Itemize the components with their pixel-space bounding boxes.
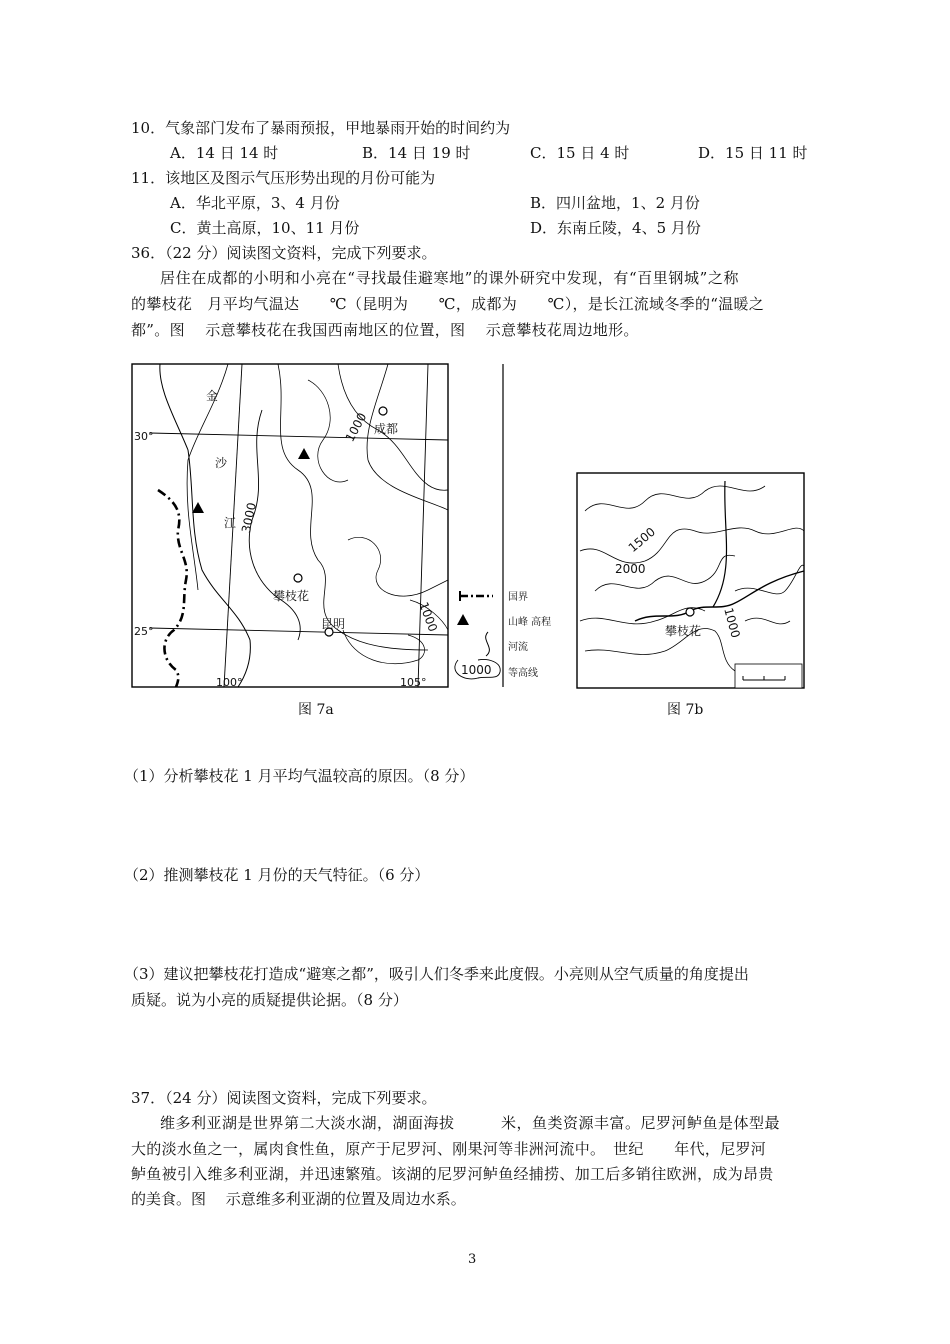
q37-stem: 37．（24 分）阅读图文资料，完成下列要求。: [131, 1089, 437, 1107]
legend-contour-value: 1000: [461, 663, 492, 677]
q36-para-line: 的攀枝花 月平均气温达 ℃（昆明为 ℃，成都为 ℃），是长江流域冬季的“温暖之: [131, 295, 765, 313]
q37-para-line: 的美食。图 示意维多利亚湖的位置及周边水系。: [131, 1190, 466, 1208]
latitude-label: 25°: [134, 625, 154, 638]
q37-para-line: 鲈鱼被引入维多利亚湖，并迅速繁殖。该湖的尼罗河鲈鱼经捕捞、加工后多销往欧洲，成为昂贵: [131, 1165, 774, 1183]
contour-label: 2000: [615, 562, 646, 576]
label-jiang: 江: [224, 516, 237, 530]
longitude-label: 105°: [400, 676, 427, 689]
q11-option-c: C．黄土高原，10、11 月份: [170, 219, 360, 237]
q11-option-a: A．华北平原，3、4 月份: [170, 194, 340, 212]
q10-option-b: B．14 日 19 时: [362, 144, 471, 162]
q37-para-line: 大的淡水鱼之一，属肉食性鱼，原产于尼罗河、刚果河等非洲河流中。 世纪 年代，尼罗河: [131, 1140, 767, 1158]
q11-option-b: B．四川盆地，1、2 月份: [530, 194, 700, 212]
contour-label: 1000: [342, 410, 370, 444]
map-7b: [575, 471, 807, 691]
label-sha: 沙: [215, 456, 228, 470]
q10-option-c: C．15 日 4 时: [530, 144, 630, 162]
legend-border: 国界: [508, 592, 528, 603]
label-kunming: 昆明: [321, 617, 346, 631]
q10-stem: 10．气象部门发布了暴雨预报，甲地暴雨开始的时间约为: [131, 119, 511, 137]
q36-sub-3: （3）建议把攀枝花打造成“避寒之都”，吸引人们冬季来此度假。小亮则从空气质量的角度提出: [124, 965, 749, 983]
q36-sub-2: （2）推测攀枝花 1 月份的天气特征。（6 分）: [124, 866, 430, 884]
q10-option-d: D．15 日 11 时: [698, 144, 808, 162]
q10-option-a: A．14 日 14 时: [170, 144, 279, 162]
page-number: 3: [468, 1252, 477, 1267]
label-chengdu: 成都: [374, 422, 399, 436]
figure-7b-caption: 图 7b: [667, 702, 704, 718]
label-jin: 金: [206, 389, 219, 403]
contour-label: 1000: [416, 600, 441, 634]
label-panzhihua: 攀枝花: [665, 624, 702, 638]
legend-peak: 山峰 高程: [508, 617, 552, 628]
map-7a: [128, 360, 578, 695]
q11-stem: 11．该地区及图示气压形势出现的月份可能为: [131, 169, 436, 187]
peak-icon: [457, 614, 469, 625]
label-panzhihua: 攀枝花: [273, 589, 310, 603]
q36-sub-3-cont: 质疑。说为小亮的质疑提供论据。（8 分）: [131, 991, 408, 1009]
q11-option-d: D．东南丘陵，4、5 月份: [530, 219, 701, 237]
figure-7a-caption: 图 7a: [298, 702, 334, 718]
contour-label: 3000: [238, 501, 260, 535]
legend-river: 河流: [508, 642, 528, 653]
contour-label: 1000: [721, 606, 743, 640]
q36-stem: 36．（22 分）阅读图文资料，完成下列要求。: [131, 244, 437, 262]
legend-contour: 等高线: [508, 668, 538, 679]
q36-para-line: 居住在成都的小明和小亮在“寻找最佳避寒地”的课外研究中发现，有“百里钢城”之称: [160, 269, 740, 287]
q37-para-line: 维多利亚湖是世界第二大淡水湖，湖面海拔 米，鱼类资源丰富。尼罗河鲈鱼是体型最: [160, 1114, 781, 1132]
q36-sub-1: （1）分析攀枝花 1 月平均气温较高的原因。（8 分）: [124, 767, 475, 785]
q36-para-line: 都”。图 示意攀枝花在我国西南地区的位置，图 示意攀枝花周边地形。: [131, 321, 639, 339]
longitude-label: 100°: [216, 676, 243, 689]
contour-label: 1500: [625, 524, 659, 556]
latitude-label: 30°: [134, 430, 154, 443]
